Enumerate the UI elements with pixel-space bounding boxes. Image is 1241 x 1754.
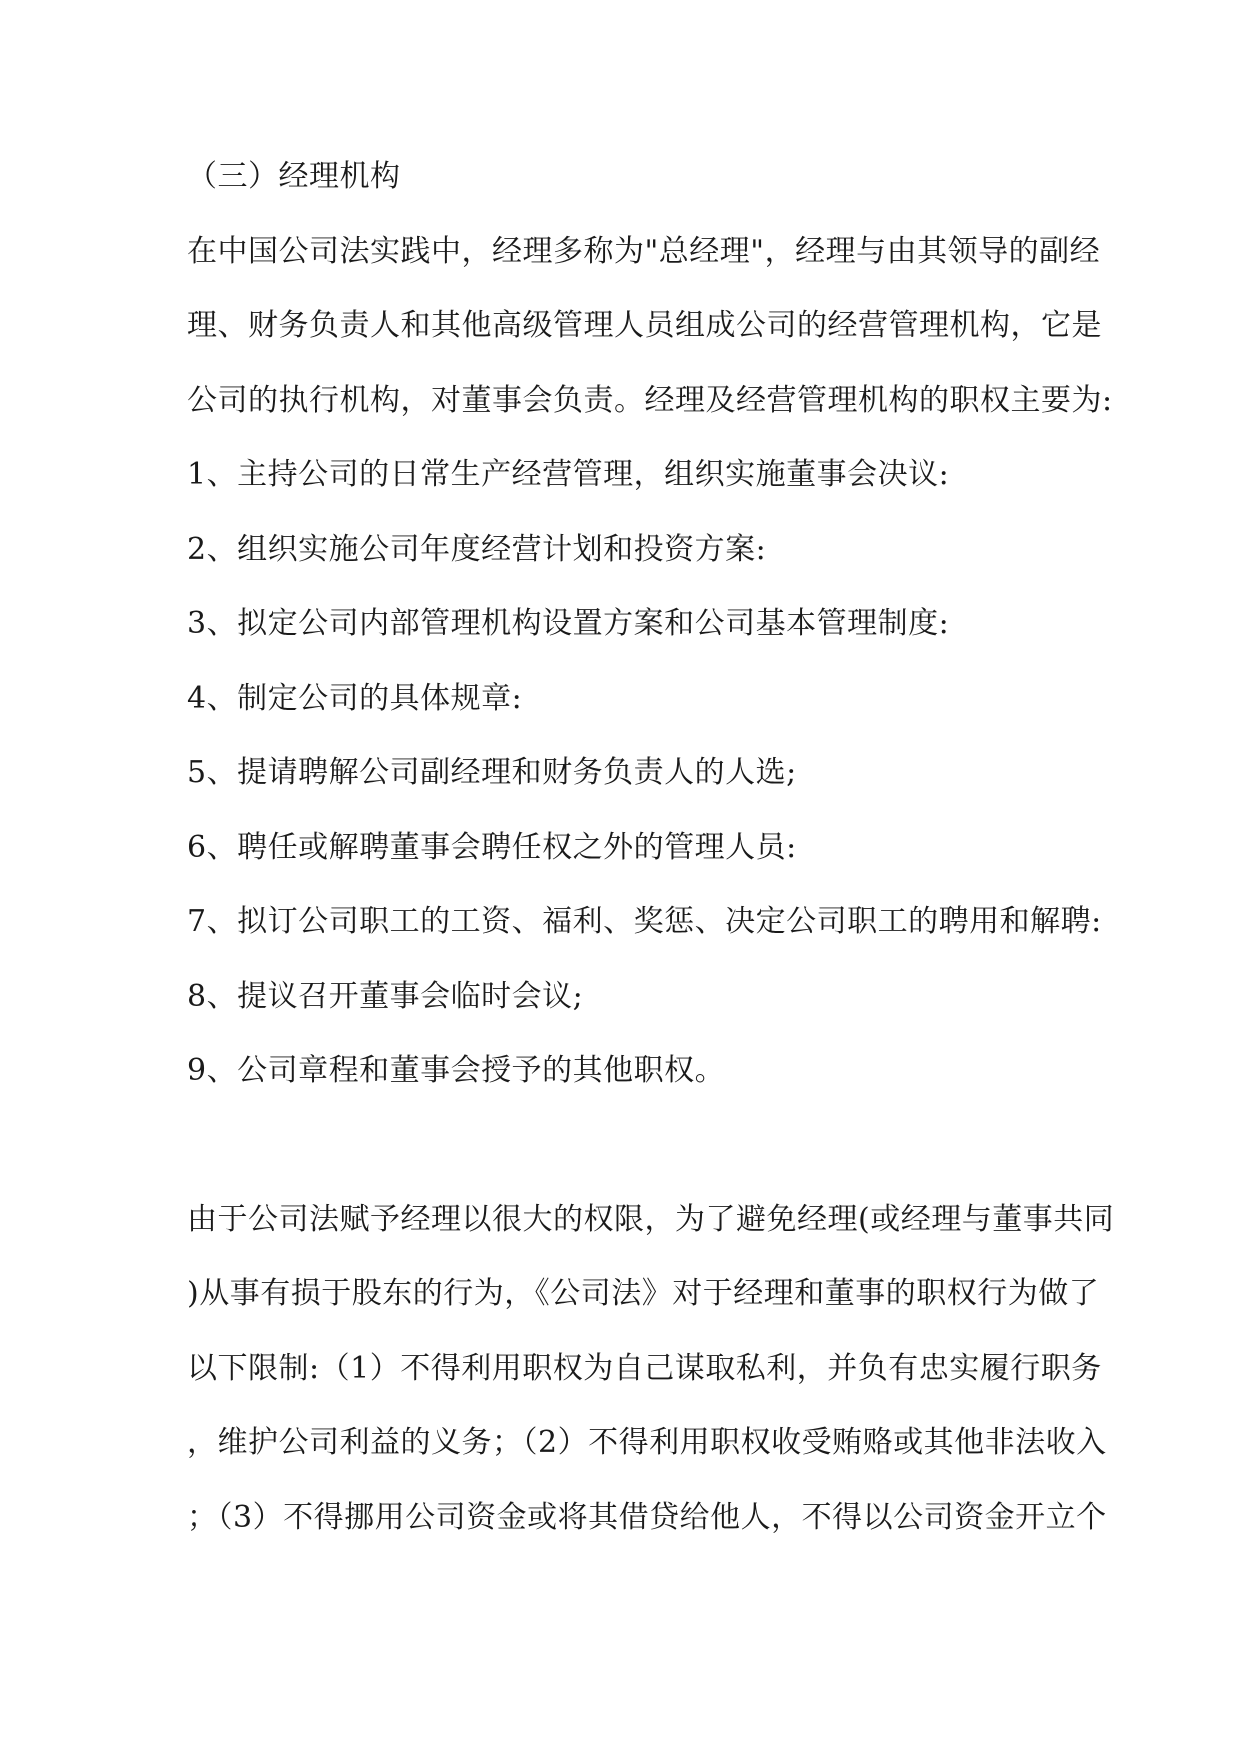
paragraph-line: ；（3）不得挪用公司资金或将其借贷给他人，不得以公司资金开立个 (187, 1499, 1107, 1535)
section-heading: （三）经理机构 (187, 159, 401, 194)
paragraph-line: )从事有损于股东的行为，《公司法》对于经理和董事的职权行为做了 (187, 1276, 1100, 1311)
list-item: 4、制定公司的具体规章: (187, 680, 523, 716)
document-page (187, 140, 1147, 1555)
list-item: 7、拟订公司职工的工资、福利、奖惩、决定公司职工的聘用和解聘: (187, 904, 1102, 939)
list-item: 5、提请聘解公司副经理和财务负责人的人选; (187, 755, 797, 790)
paragraph-line: 以下限制:（1）不得利用职权为自己谋取私利，并负有忠实履行职务 (187, 1350, 1102, 1386)
paragraph-spacer (187, 1109, 1147, 1183)
intro-paragraph (187, 215, 1147, 439)
duties-list (187, 438, 1147, 1109)
paragraph-line: 理、财务负责人和其他高级管理人员组成公司的经营管理机构，它是 (187, 308, 1102, 343)
list-item: 8、提议召开董事会临时会议; (187, 978, 584, 1014)
list-item: 1、主持公司的日常生产经营管理，组织实施董事会决议: (187, 457, 950, 492)
list-item: 9、公司章程和董事会授予的其他职权。 (187, 1053, 726, 1088)
paragraph-line: 在中国公司法实践中，经理多称为"总经理"，经理与由其领导的副经 (187, 233, 1101, 269)
paragraph-line: 公司的执行机构，对董事会负责。经理及经营管理机构的职权主要为: (187, 382, 1113, 418)
paragraph-line: ，维护公司利益的义务；（2）不得利用职权收受贿赂或其他非法收入 (187, 1425, 1107, 1460)
paragraph-line: 由于公司法赋予经理以很大的权限，为了避免经理(或经理与董事共同 (187, 1201, 1115, 1237)
list-item: 2、组织实施公司年度经营计划和投资方案: (187, 531, 767, 567)
list-item: 3、拟定公司内部管理机构设置方案和公司基本管理制度: (187, 606, 950, 641)
restriction-paragraph (187, 1183, 1147, 1556)
list-item: 6、聘任或解聘董事会聘任权之外的管理人员: (187, 829, 797, 865)
